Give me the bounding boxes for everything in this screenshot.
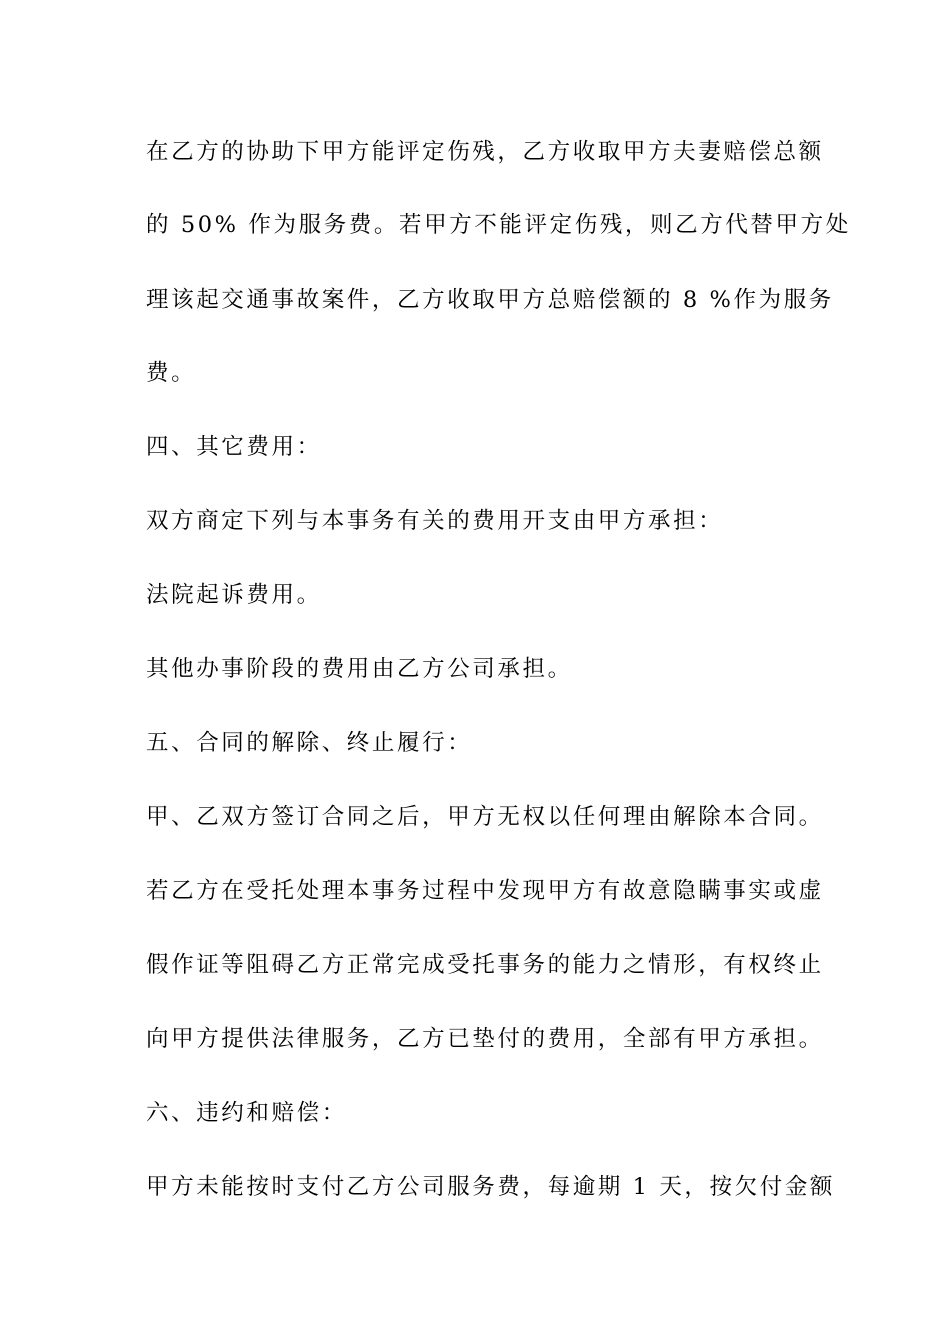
paragraph-line: 在乙方的协助下甲方能评定伤残，乙方收取甲方夫妻赔偿总额 bbox=[146, 139, 824, 165]
paragraph-line: 若乙方在受托处理本事务过程中发现甲方有故意隐瞒事实或虚 bbox=[146, 878, 824, 904]
paragraph-line: 假作证等阻碍乙方正常完成受托事务的能力之情形，有权终止 bbox=[146, 952, 824, 978]
paragraph-line: 甲、乙双方签订合同之后，甲方无权以任何理由解除本合同。 bbox=[146, 804, 824, 830]
section-heading: 六、违约和赔偿： bbox=[146, 1100, 347, 1126]
section-heading: 四、其它费用： bbox=[146, 434, 322, 460]
section-heading: 五、合同的解除、终止履行： bbox=[146, 730, 473, 756]
paragraph-line: 的 50% 作为服务费。若甲方不能评定伤残，则乙方代替甲方处 bbox=[146, 212, 851, 238]
paragraph-line: 费。 bbox=[146, 360, 197, 386]
paragraph-line: 甲方未能按时支付乙方公司服务费，每逾期 1 天，按欠付金额 bbox=[146, 1174, 836, 1200]
paragraph-line: 双方商定下列与本事务有关的费用开支由甲方承担： bbox=[146, 508, 724, 534]
paragraph-line: 向甲方提供法律服务，乙方已垫付的费用，全部有甲方承担。 bbox=[146, 1026, 824, 1052]
paragraph-line: 理该起交通事故案件，乙方收取甲方总赔偿额的 8 %作为服务 bbox=[146, 287, 834, 313]
paragraph-line: 其他办事阶段的费用由乙方公司承担。 bbox=[146, 656, 573, 682]
paragraph-line: 法院起诉费用。 bbox=[146, 582, 322, 608]
